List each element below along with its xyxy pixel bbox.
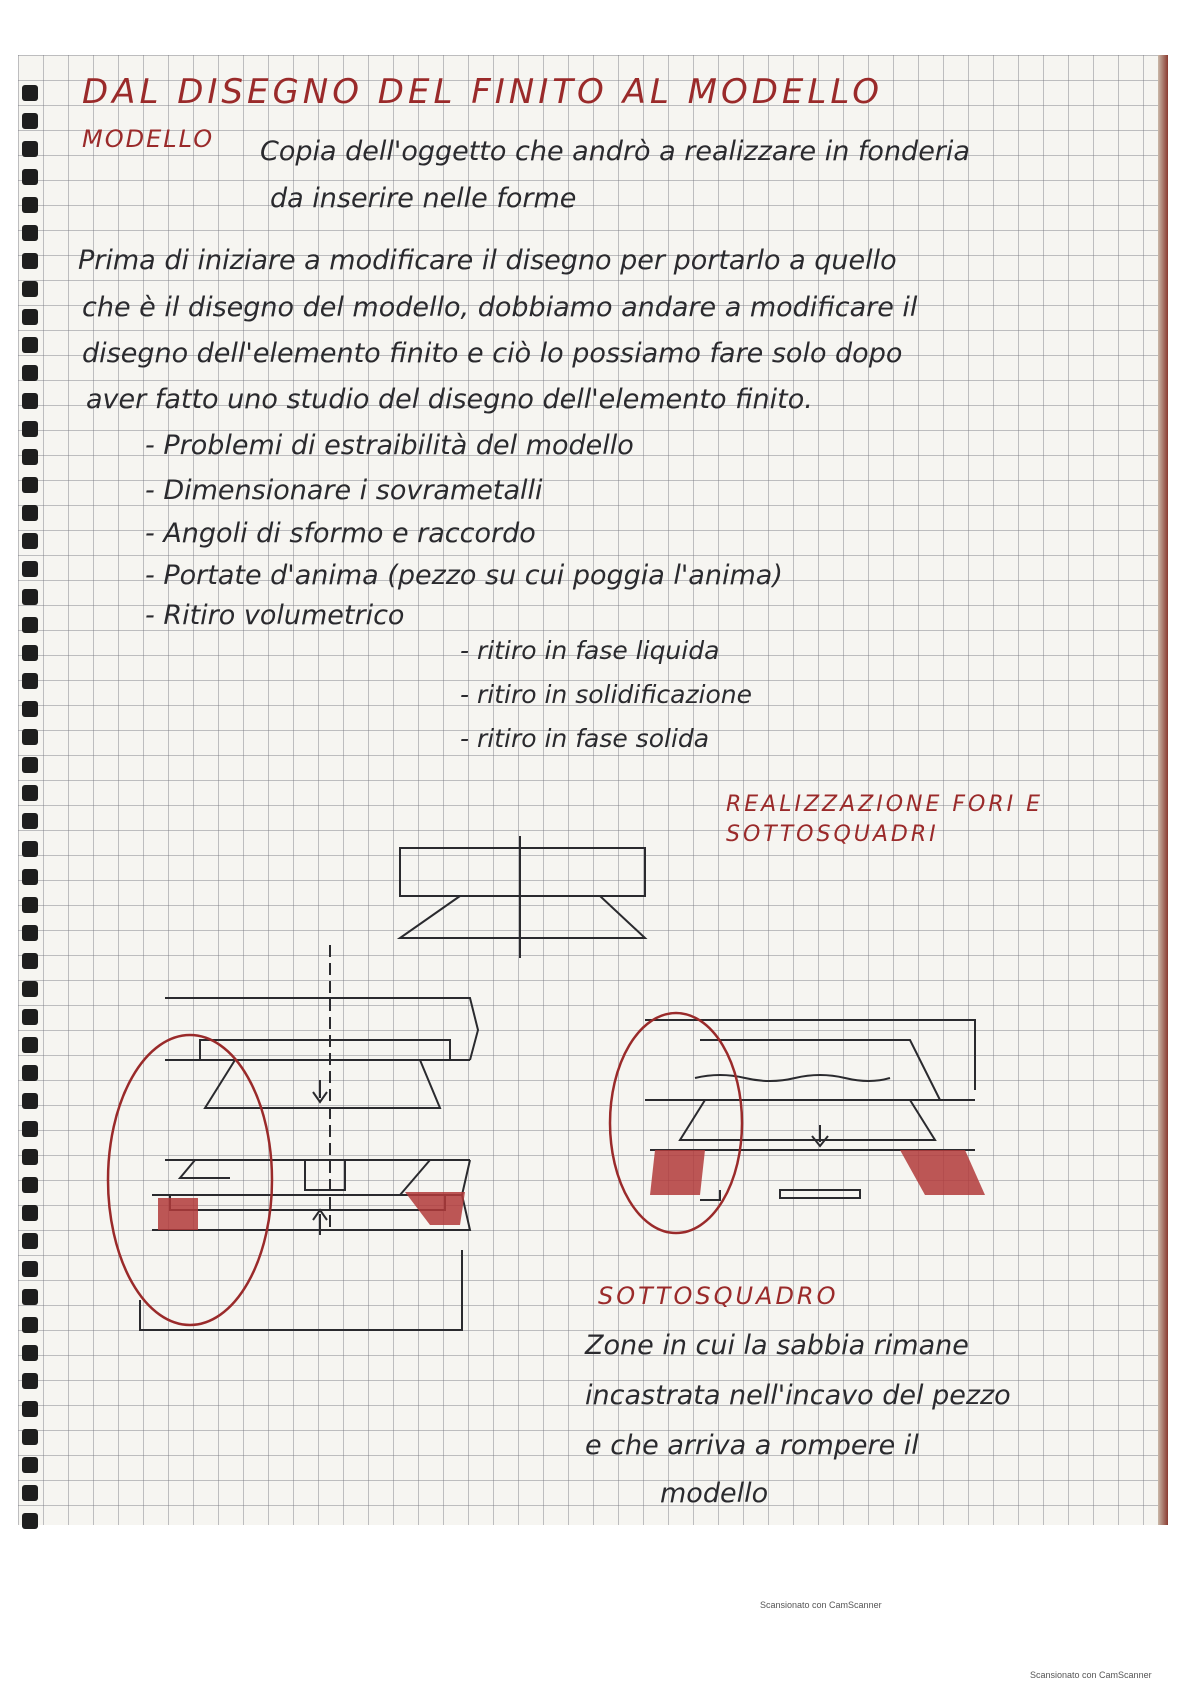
- right-hatched-sand: [650, 1150, 985, 1195]
- paragraph-line-1: Prima di iniziare a modificare il disegno per portarlo a quello: [78, 245, 897, 276]
- sottosquadro-line: e che arriva a rompere il: [585, 1430, 919, 1461]
- list-item: - Portate d'anima (pezzo su cui poggia l'anima): [145, 560, 783, 591]
- diagram-label: REALIZZAZIONE FORI E SOTTOSQUADRI: [726, 792, 1044, 847]
- top-pattern-sketch: [400, 836, 645, 958]
- left-red-circle: [108, 1035, 272, 1325]
- definition-line-1: Copia dell'oggetto che andrò a realizzare in fonderia: [260, 136, 970, 167]
- sottosquadro-line: incastrata nell'incavo del pezzo: [585, 1380, 1011, 1411]
- list-item: - Dimensionare i sovrametalli: [145, 475, 543, 506]
- scanner-footer-1: Scansionato con CamScanner: [760, 1600, 882, 1610]
- right-red-circle: [610, 1013, 742, 1233]
- left-mold-sketch: [140, 945, 478, 1330]
- paragraph-line-3: disegno dell'elemento finito e ciò lo possiamo fare solo dopo: [82, 338, 903, 369]
- list-item: - Ritiro volumetrico: [145, 600, 405, 631]
- list-item: - Angoli di sformo e raccordo: [145, 518, 536, 549]
- page-title: DAL DISEGNO DEL FINITO AL MODELLO: [82, 72, 883, 112]
- sublist-item: - ritiro in solidificazione: [460, 680, 753, 709]
- sottosquadro-heading: SOTTOSQUADRO: [598, 1282, 839, 1310]
- list-item: - Problemi di estraibilità del modello: [145, 430, 634, 461]
- scanner-footer-2: Scansionato con CamScanner: [1030, 1670, 1152, 1680]
- definition-term: MODELLO: [82, 125, 215, 153]
- paragraph-line-4: aver fatto uno studio del disegno dell'elemento finito.: [86, 384, 813, 415]
- paragraph-line-2: che è il disegno del modello, dobbiamo andare a modificare il: [82, 292, 918, 323]
- definition-line-2: da inserire nelle forme: [270, 183, 577, 214]
- sublist-item: - ritiro in fase solida: [460, 724, 710, 753]
- sublist-item: - ritiro in fase liquida: [460, 636, 720, 665]
- sottosquadro-line: Zone in cui la sabbia rimane: [585, 1330, 969, 1361]
- sottosquadro-line: modello: [660, 1478, 769, 1509]
